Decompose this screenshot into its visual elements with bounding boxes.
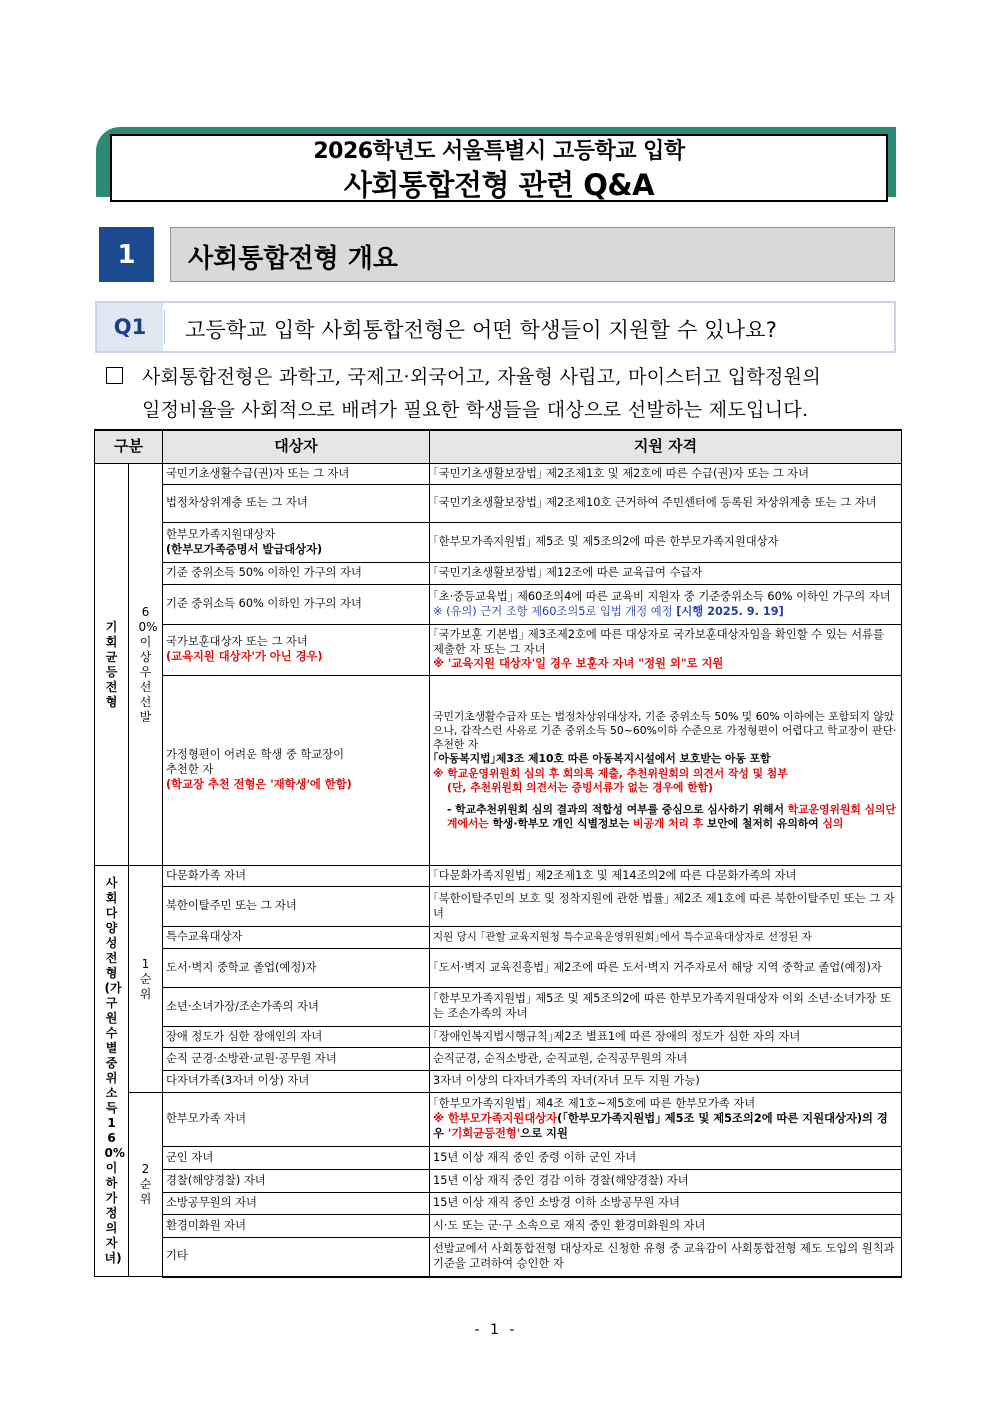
qualification-cell: 15년 이상 재직 중인 중령 이하 군인 자녀 — [430, 1147, 902, 1170]
question-text: 고등학교 입학 사회통합전형은 어떤 학생들이 지원할 수 있나요? — [185, 318, 778, 342]
table-row — [95, 464, 902, 485]
target-cell: 특수교육대상자 — [163, 927, 430, 949]
intro-line1: 사회통합전형은 과학고, 국제고·외국어고, 자율형 사립고, 마이스터고 입학정원의 — [142, 366, 821, 388]
document-title-line1: 2026학년도 서울특별시 고등학교 입학 — [313, 139, 685, 164]
table-row — [95, 1093, 902, 1147]
target-cell: 경찰(해양경찰) 자녀 — [163, 1170, 430, 1193]
legislation-note: ※ (유의) 근거 조항 제60조의5로 입법 개정 예정 — [433, 604, 673, 618]
document-title-line2: 사회통합전형 관련 Q&A — [343, 168, 655, 202]
target-cell: 다자녀가족(3자녀 이상) 자녀 — [163, 1071, 430, 1093]
target-cell: 환경미화원 자녀 — [163, 1215, 430, 1238]
qualification-cell: 지원 당시 ｢관할 교육지원청 특수교육운영위원회｣에서 특수교육대상자로 선정된 자 — [430, 927, 902, 949]
qualification-cell: ｢장애인복지법시행규칙｣제2조 별표1에 따른 장애의 정도가 심한 자의 자녀 — [430, 1027, 902, 1048]
table-row — [95, 1147, 902, 1170]
target-cell: 기타 — [163, 1238, 430, 1277]
target-cell: 국민기초생활수급(권)자 또는 그 자녀 — [163, 464, 430, 485]
header-target: 대상자 — [163, 430, 430, 464]
checkbox-bullet-icon — [106, 367, 123, 384]
table-row — [95, 625, 902, 676]
priority-cell-1st: 1순위 — [129, 866, 163, 1093]
qualification-cell: ｢초·중등교육법｣ 제60조의4에 따른 교육비 지원자 중 기준중위소득 60% 이하인 가구의 자녀 ※ (유의) 근거 조항 제60조의5로 입법 개정 예정 [시행 2025. 9. 19] — [430, 585, 902, 625]
qualification-cell: 선발교에서 사회통합전형 대상자로 신청한 유형 중 교육감이 사회통합전형 제도 도입의 원칙과 기준을 고려하여 승인한 자 — [430, 1238, 902, 1277]
header-category: 구분 — [95, 430, 163, 464]
intro-line2: 일정비율을 사회적으로 배려가 필요한 학생들을 대상으로 선발하는 제도입니다. — [142, 399, 809, 421]
table-row — [95, 485, 902, 523]
qualification-cell: ｢국민기초생활보장법｣ 제2조제10호 근거하여 주민센터에 등록된 차상위계층 또는 그 자녀 — [430, 485, 902, 523]
qualification-cell: ｢국민기초생활보장법｣ 제12조에 따른 교육급여 수급자 — [430, 563, 902, 585]
target-cell: 소년·소녀가장/조손가족의 자녀 — [163, 988, 430, 1027]
table-row — [95, 866, 902, 887]
section-title: 사회통합전형 개요 — [188, 244, 398, 274]
qualification-table — [94, 429, 902, 1278]
qualification-cell: 15년 이상 재직 중인 소방경 이하 소방공무원 자녀 — [430, 1193, 902, 1215]
target-cell: 기준 중위소득 50% 이하인 가구의 자녀 — [163, 563, 430, 585]
table-row — [95, 1048, 902, 1071]
table-row — [95, 1170, 902, 1193]
table-row — [95, 949, 902, 988]
priority-cell-2nd: 2순위 — [129, 1093, 163, 1277]
target-cell: 국가보훈대상자 또는 그 자녀 (교육지원 대상자'가 아닌 경우) — [163, 625, 430, 676]
qualification-cell: 15년 이상 재직 중인 경감 이하 경찰(해양경찰) 자녀 — [430, 1170, 902, 1193]
qualification-cell: 국민기초생활수급자 또는 법정차상위대상자, 기준 중위소득 50% 및 60% 이하에는 포함되지 않았으나, 갑작스런 사유로 기준 중위소득 50~60%이하 수준으로 가정형편이 어렵다고 학교장이 판단·추천한 자 ｢아동복지법｣제3조 제10호 따른 아동복지시설에서 보호받는 아동 포함 ※ 학교운영위원회 심의 후 회의록 제출, 추천위원회의 의견서 작성 및 첨부 (단, 추천위원회 의견서는 증빙서류가 없는 경우에 한함) - 학교추천위원회 심의 결과의 적합성 여부를 중심으로 심사하기 위해서 학교운영위원회 심의단계에서는 학생·학부모 개인 식별정보는 비공개 처리 후 보안에 철저히 유의하여 심의 — [430, 676, 902, 866]
qualification-cell: ｢한부모가족지원법｣ 제4조 제1호~제5호에 따른 한부모가족 자녀 ※ 한부모가족지원대상자(｢한부모가족지원법｣ 제5조 및 제5조의2에 따른 지원대상자)의 경우 '기회균등전형'으로 지원 — [430, 1093, 902, 1147]
target-cell: 가정형편이 어려운 학생 중 학교장이 추천한 자 (학교장 추천 전형은 '재학생'에 한함) — [163, 676, 430, 866]
table-row — [95, 523, 902, 563]
target-cell: 기준 중위소득 60% 이하인 가구의 자녀 — [163, 585, 430, 625]
qualification-cell: 3자녀 이상의 다자녀가족의 자녀(자녀 모두 지원 가능) — [430, 1071, 902, 1093]
qualification-cell: ｢국가보훈 기본법｣ 제3조제2호에 따른 대상자로 국가보훈대상자임을 확인할 수 있는 서류를 제출한 자 또는 그 자녀 ※ '교육지원 대상자'일 경우 보훈자 자녀 "정원 외"로 지원 — [430, 625, 902, 676]
priority-cell-60: 60%이상 우선선발 — [129, 464, 163, 866]
qualification-cell: 시·도 또는 군·구 소속으로 재직 중인 환경미화원의 자녀 — [430, 1215, 902, 1238]
qualification-cell: ｢한부모가족지원법｣ 제5조 및 제5조의2에 따른 한부모가족지원대상자 이외 소년·소녀가장 또는 조손가족의 자녀 — [430, 988, 902, 1027]
enforcement-date: [시행 2025. 9. 19] — [676, 604, 784, 618]
target-cell: 한부모가족 자녀 — [163, 1093, 430, 1147]
page-number: - 1 - — [474, 1322, 518, 1338]
target-cell: 도서·벽지 중학교 졸업(예정)자 — [163, 949, 430, 988]
qualification-cell: ｢다문화가족지원법｣ 제2조제1호 및 제14조의2에 따른 다문화가족의 자녀 — [430, 866, 902, 887]
table-row — [95, 1027, 902, 1048]
table-header-row — [95, 430, 902, 464]
target-cell: 북한이탈주민 또는 그 자녀 — [163, 887, 430, 927]
table-row — [95, 1238, 902, 1277]
table-row — [95, 676, 902, 866]
qualification-cell: ｢국민기초생활보장법｣ 제2조제1호 및 제2호에 따른 수급(권)자 또는 그 자녀 — [430, 464, 902, 485]
qualification-cell: ｢북한이탈주민의 보호 및 정착지원에 관한 법률｣ 제2조 제1호에 따른 북한이탈주민 또는 그 자녀 — [430, 887, 902, 927]
table-row — [95, 1215, 902, 1238]
qualification-cell: ｢도서·벽지 교육진흥법｣ 제2조에 따른 도서·벽지 거주자로서 해당 지역 중학교 졸업(예정)자 — [430, 949, 902, 988]
header-qualification: 지원 자격 — [430, 430, 902, 464]
section-number-badge: 1 — [99, 227, 154, 282]
target-cell: 법정차상위계층 또는 그 자녀 — [163, 485, 430, 523]
table-row — [95, 563, 902, 585]
target-cell: 소방공무원의 자녀 — [163, 1193, 430, 1215]
table-row — [95, 585, 902, 625]
table-row — [95, 927, 902, 949]
table-row — [95, 988, 902, 1027]
question-divider — [164, 310, 165, 344]
target-cell: 장애 정도가 심한 장애인의 자녀 — [163, 1027, 430, 1048]
category-cell-equal-opportunity: 기회균등전형 — [95, 464, 129, 866]
qualification-cell: 순직군경, 순직소방관, 순직교원, 순직공무원의 자녀 — [430, 1048, 902, 1071]
target-cell: 한부모가족지원대상자 (한부모가족증명서 발급대상자) — [163, 523, 430, 563]
table-row — [95, 1071, 902, 1093]
qualification-cell: ｢한부모가족지원법｣ 제5조 및 제5조의2에 따른 한부모가족지원대상자 — [430, 523, 902, 563]
target-cell: 군인 자녀 — [163, 1147, 430, 1170]
table-row — [95, 887, 902, 927]
target-cell: 순직 군경·소방관·교원·공무원 자녀 — [163, 1048, 430, 1071]
question-label: Q1 — [97, 303, 163, 351]
target-cell: 다문화가족 자녀 — [163, 866, 430, 887]
table-row — [95, 1193, 902, 1215]
category-cell-social-diversity: 사회다양성전형 (가구원 수별 중위소득 160%이하 가정의 자녀) — [95, 866, 129, 1277]
